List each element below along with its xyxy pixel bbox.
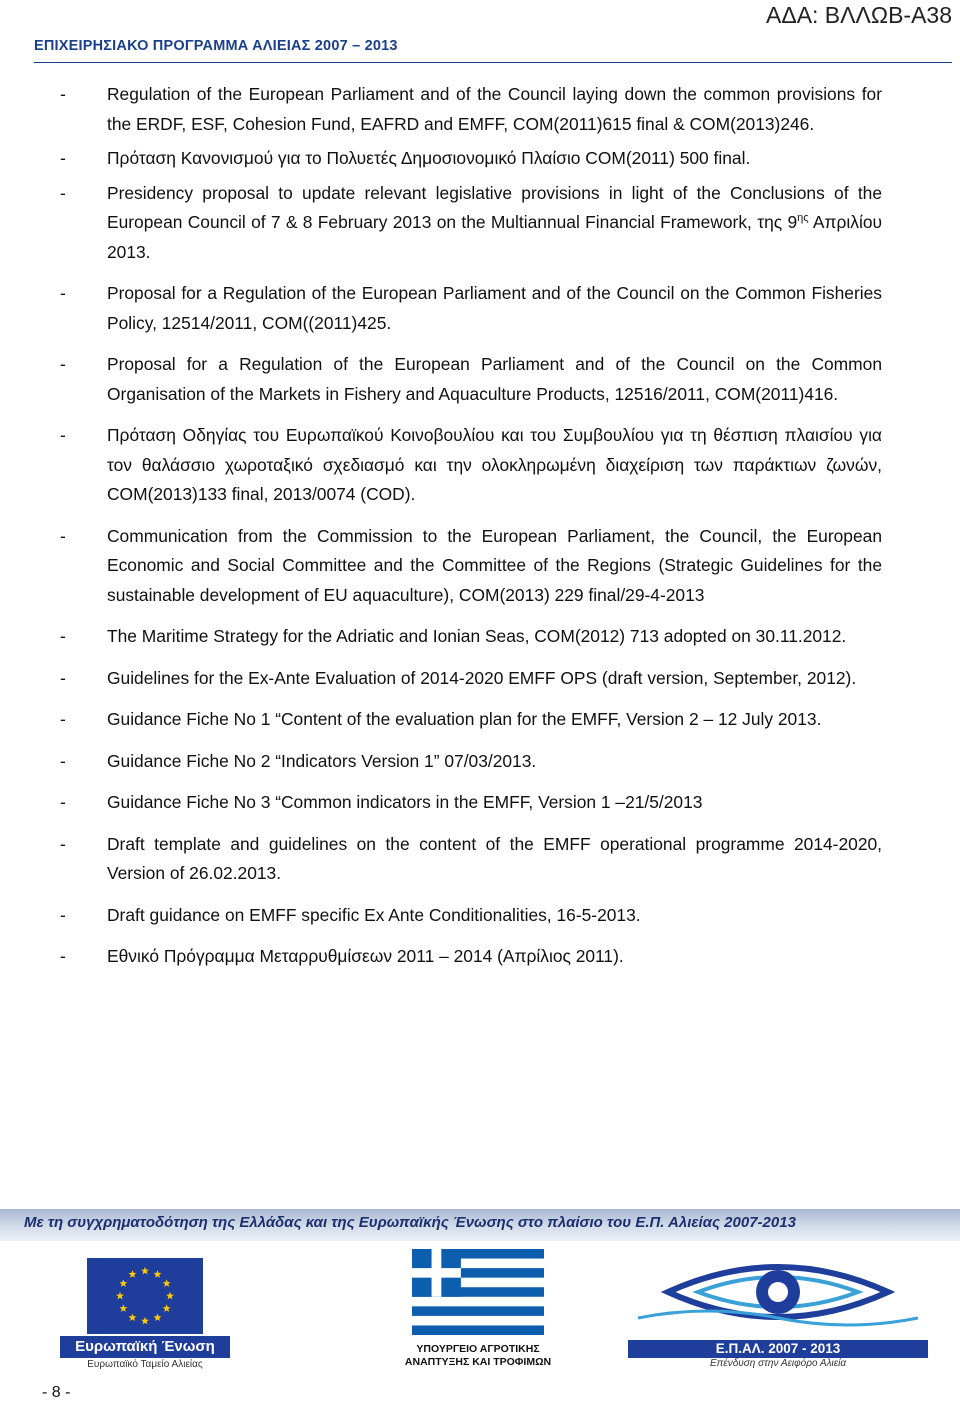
eye-wave-icon [628,1248,928,1334]
page-number: - 8 - [42,1384,71,1401]
cofinancing-banner [0,1209,960,1241]
reference-item [60,622,882,652]
list-dash: - [60,667,66,688]
list-dash: - [60,904,66,925]
eu-star-icon [141,1267,149,1275]
reference-item [60,942,882,972]
eu-star-icon [166,1292,174,1300]
list-dash: - [60,283,66,303]
reference-item [60,788,882,818]
reference-text: The Maritime Strategy for the Adriatic and Ionian Seas, COM(2012) 713 adopted on 30.11.2012. [107,626,847,646]
reference-text: Guidance Fiche No 3 “Common indicators in the EMFF, Version 1 –21/5/2013 [107,792,703,812]
epal-logo-label: Ε.Π.ΑΛ. 2007 - 2013 [628,1340,928,1358]
reference-text: Πρόταση Κανονισμού για το Πολυετές Δημοσιονομικό Πλαίσιο COM(2011) 500 final. [107,148,751,168]
eu-star-icon [163,1279,171,1287]
ministry-label-line1: ΥΠΟΥΡΓΕΙΟ ΑΓΡΟΤΙΚΗΣ [416,1343,540,1355]
references-list [60,80,882,984]
reference-text: Πρόταση Οδηγίας του Ευρωπαϊκού Κοινοβουλίου και του Συμβουλίου για τη θέσπιση πλαισίου για τον θαλάσσιο χωροταξικό σχεδιασμό και την ολοκληρωμένη διαχείριση των παράκτιων ζωνών, COM(2013)133 final, 2013/0074 (COD). [107,425,882,504]
reference-text-end: Απριλίου 2013. [107,212,883,262]
reference-text: Communication from the Commission to the European Parliament, the Council, the European Economic and Social Committee and the Committee of the Regions (Strategic Guidelines for the sustainable development of EU aquaculture), COM(2013) 229 final/29-4-2013 [107,525,882,605]
reference-item [60,664,882,694]
greek-flag-icon [412,1249,544,1335]
reference-item [60,830,882,889]
greek-flag [412,1249,544,1335]
reference-item [60,179,882,268]
reference-text: Presidency proposal to update relevant legislative provisions in light of the Conclusions of the European Council of 7 & 8 February 2013 on the Multiannual Financial Framework, της 9 [107,182,882,232]
eu-logo [60,1258,230,1370]
reference-text: Regulation of the European Parliament and of the Council laying down the common provisions for the ERDF, ESF, Cohesion Fund, EAFRD and EMFF, COM(2011)615 final & COM(2013)246. [107,84,882,134]
header-divider [34,62,952,63]
list-dash: - [60,750,66,771]
list-dash: - [60,84,66,104]
reference-item [60,144,882,174]
reference-item [60,522,882,611]
reference-item [60,901,882,931]
reference-item [60,705,882,735]
eu-star-icon [129,1313,137,1321]
eu-logo-sublabel: Ευρωπαϊκό Ταμείο Αλιείας [87,1359,203,1370]
greek-ministry-logo [388,1249,568,1377]
list-dash: - [60,833,66,854]
eu-stars-icon [87,1258,203,1334]
cofinancing-text: Με τη συγχρηματοδότηση της Ελλάδας και της Ευρωπαϊκής Ένωσης στο πλαίσιο του Ε.Π. Αλιείας 2007-2013 [24,1214,796,1231]
list-dash: - [60,946,66,966]
eu-flag [87,1258,203,1334]
reference-item [60,747,882,777]
list-dash: - [60,525,66,546]
eu-logo-label: Ευρωπαϊκή Ένωση [60,1336,230,1358]
reference-text: Draft template and guidelines on the content of the EMFF operational programme 2014-2020, Version of 26.02.2013. [107,833,882,883]
eu-star-icon [129,1270,137,1278]
eu-star-icon [154,1313,162,1321]
reference-text: Proposal for a Regulation of the European Parliament and of the Council on the Common Fisheries Policy, 12514/2011, COM((2011)425. [107,283,882,333]
reference-text: Draft guidance on EMFF specific Ex Ante Conditionalities, 16-5-2013. [107,904,641,925]
reference-text: Guidelines for the Ex-Ante Evaluation of 2014-2020 EMFF OPS (draft version, September, 2012). [107,667,857,688]
reference-item [60,80,882,139]
list-dash: - [60,792,66,812]
eu-star-icon [119,1279,127,1287]
greek-ministry-label [388,1343,568,1369]
programme-title: ΕΠΙΧΕΙΡΗΣΙΑΚΟ ΠΡΟΓΡΑΜΜΑ ΑΛΙΕΙΑΣ 2007 – 2013 [34,38,398,54]
reference-text: Guidance Fiche No 2 “Indicators Version 1” 07/03/2013. [107,750,537,771]
list-dash: - [60,626,66,646]
reference-item [60,279,882,338]
reference-item [60,350,882,409]
reference-text: Guidance Fiche No 1 “Content of the evaluation plan for the EMFF, Version 2 – 12 July 2013. [107,709,822,729]
reference-text: Proposal for a Regulation of the European Parliament and of the Council on the Common Organisation of the Markets in Fishery and Aquaculture Products, 12516/2011, COM(2011)416. [107,354,882,404]
list-dash: - [60,182,66,203]
eu-star-icon [154,1270,162,1278]
eu-star-icon [116,1292,124,1300]
ada-code: ΑΔΑ: ΒΛΛΩΒ-Α38 [765,2,952,28]
list-dash: - [60,354,66,374]
eu-star-icon [163,1304,171,1312]
list-dash: - [60,425,66,445]
eu-star-icon [141,1317,149,1325]
list-dash: - [60,148,66,168]
eu-star-icon [119,1304,127,1312]
reference-text: Εθνικό Πρόγραμμα Μεταρρυθμίσεων 2011 – 2014 (Απρίλιος 2011). [107,946,624,966]
epal-logo-sublabel: Επένδυση στην Αειφόρο Αλιεία [709,1358,847,1369]
reference-item [60,421,882,510]
list-dash: - [60,709,66,729]
epal-logo [628,1248,928,1372]
ordinal-superscript: ης [797,212,809,225]
ministry-label-line2: ΑΝΑΠΤΥΞΗΣ ΚΑΙ ΤΡΟΦΙΜΩΝ [404,1356,552,1368]
